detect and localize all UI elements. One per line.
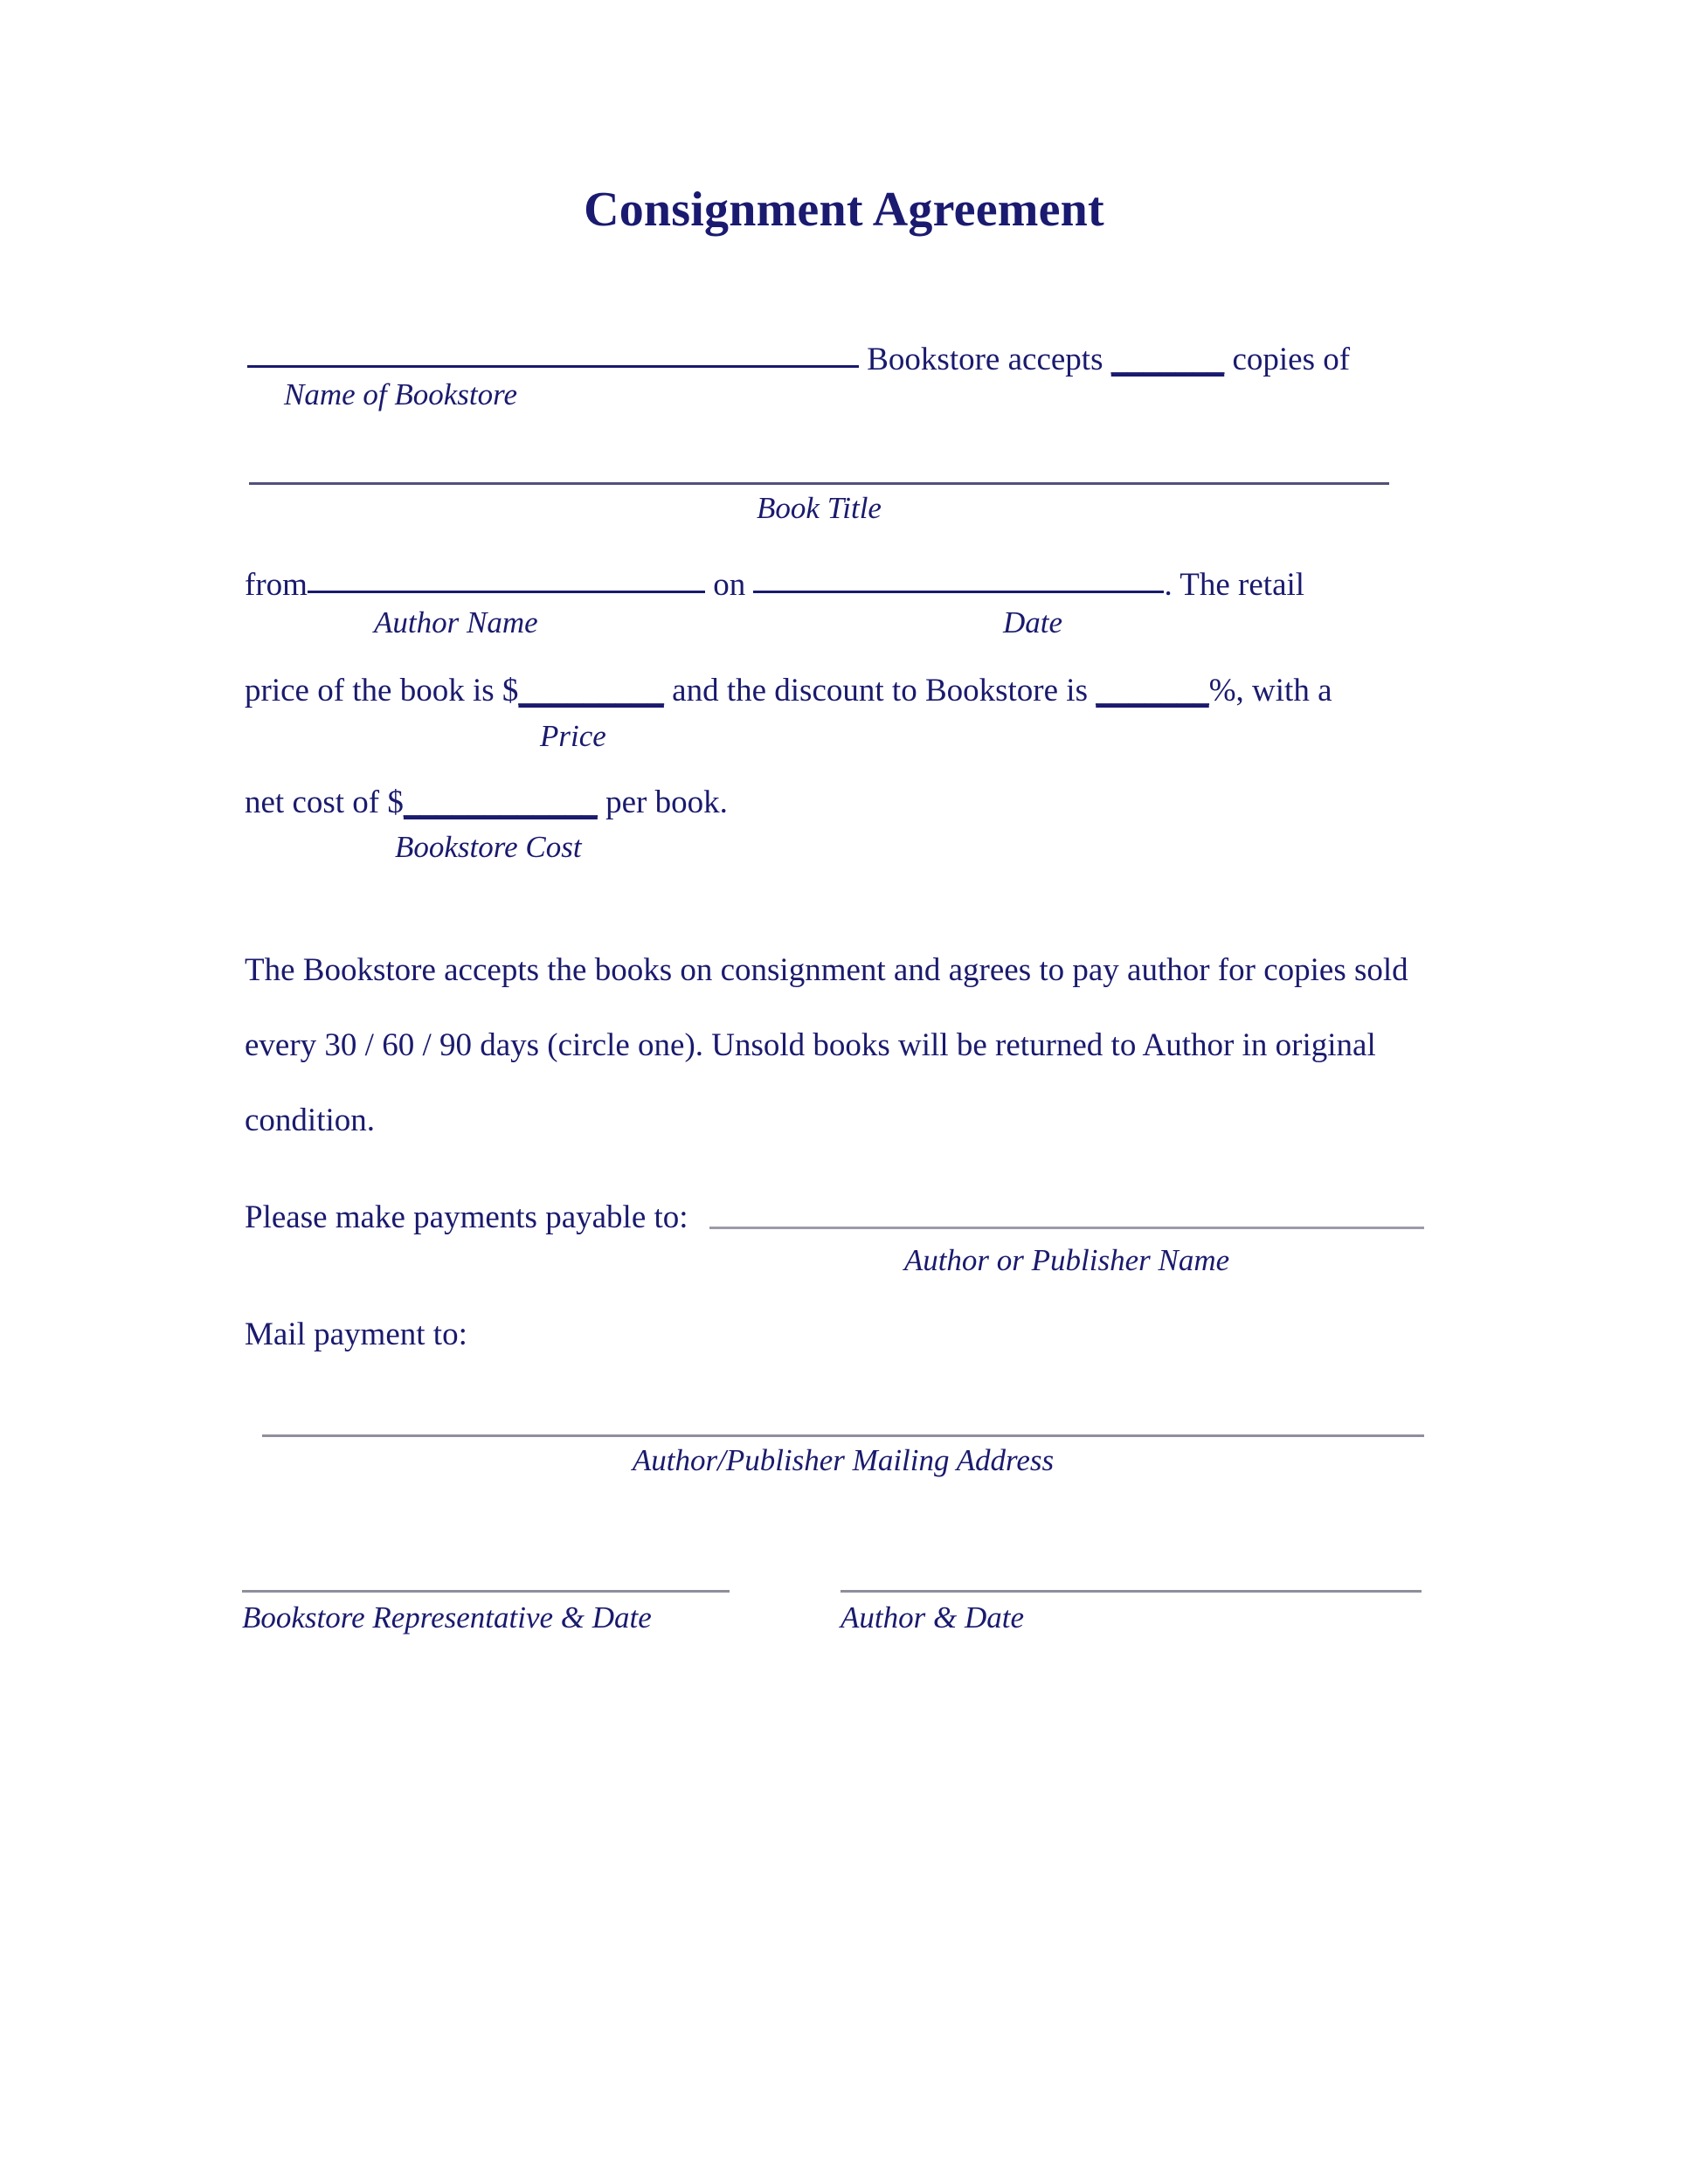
caption-author-date: Author & Date [841, 1600, 1024, 1635]
bookstore-accepts-line [247, 334, 1350, 378]
net-cost-suffix-text: per book. [597, 784, 728, 820]
consignment-terms-paragraph: The Bookstore accepts the books on consignment and agrees to pay author for copies sold every 30 / 60 / 90 days (circle one). Unsold books will be returned to Author in original condition. [245, 952, 1408, 1138]
price-prefix-text: price of the book is $ [245, 673, 519, 708]
caption-book-title: Book Title [757, 491, 882, 525]
copies-count-blank[interactable]: _______ [1110, 342, 1225, 377]
bookstore-accepts-text: Bookstore accepts [859, 342, 1111, 377]
discount-text: and the discount to Bookstore is [663, 673, 1097, 708]
bookstore-name-blank[interactable] [247, 334, 859, 368]
bookstore-signature-rule[interactable] [242, 1590, 730, 1593]
author-signature-rule[interactable] [841, 1590, 1422, 1593]
from-text: from [245, 567, 308, 603]
mailing-address-rule[interactable] [262, 1434, 1424, 1437]
net-cost-line [245, 785, 728, 821]
payable-to-rule[interactable] [709, 1227, 1424, 1229]
author-date-line [245, 559, 1304, 604]
net-cost-prefix-text: net cost of $ [245, 784, 404, 820]
caption-name-of-bookstore: Name of Bookstore [284, 377, 517, 411]
caption-price: Price [540, 719, 606, 753]
book-title-rule[interactable] [249, 482, 1389, 485]
net-cost-blank[interactable]: ____________ [403, 784, 598, 820]
caption-mailing-address: Author/Publisher Mailing Address [632, 1443, 1055, 1477]
caption-bookstore-cost: Bookstore Cost [395, 830, 582, 864]
on-text: on [704, 567, 754, 603]
percent-text: %, with a [1208, 673, 1332, 708]
payable-to-label: Please make payments payable to: [245, 1199, 688, 1235]
caption-author-or-publisher-name: Author or Publisher Name [903, 1243, 1230, 1277]
author-name-blank[interactable] [308, 559, 705, 593]
price-discount-line [245, 674, 1332, 709]
caption-author-name: Author Name [374, 605, 538, 639]
copies-of-text: copies of [1224, 342, 1351, 377]
page-title: Consignment Agreement [584, 183, 1104, 237]
retail-text: . The retail [1164, 567, 1305, 603]
caption-date: Date [1003, 605, 1063, 639]
mail-payment-label: Mail payment to: [245, 1317, 467, 1352]
caption-bookstore-representative-date: Bookstore Representative & Date [242, 1600, 652, 1635]
date-blank[interactable] [753, 559, 1164, 593]
discount-percent-blank[interactable]: _______ [1096, 673, 1209, 708]
retail-price-blank[interactable]: _________ [518, 673, 664, 708]
